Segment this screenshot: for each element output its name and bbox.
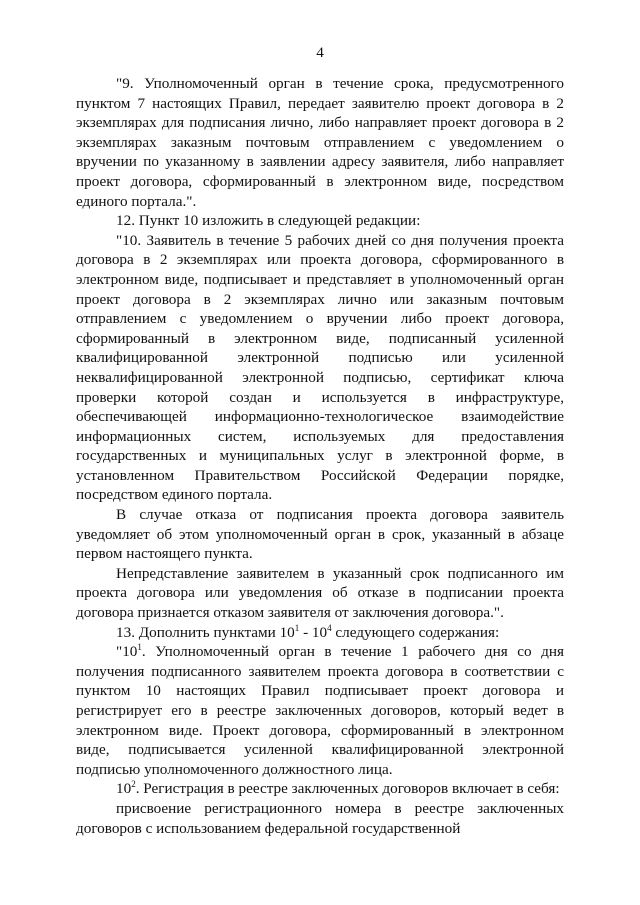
superscript: 4 <box>327 622 332 633</box>
paragraph-p9 <box>76 74 564 211</box>
paragraph-p10c <box>76 564 564 623</box>
page-number: 4 <box>316 44 324 61</box>
paragraph-p13 <box>76 623 564 643</box>
paragraph-p102a <box>76 799 564 838</box>
paragraph-text: 12. Пункт 10 изложить в следующей редакции: <box>116 212 421 230</box>
paragraph-text: 10 <box>116 780 132 798</box>
paragraph-text: В случае отказа от подписания проекта договора заявитель уведомляет об этом уполномоченный орган в срок, указанный в абзаце первом настоящего пункта. <box>76 506 564 563</box>
paragraph-text: "10. Заявитель в течение 5 рабочих дней со дня получения проекта договора в 2 экземплярах или проекта договора, сформированного в электронном виде, подписывает и представляет в уполномоченный орган проект договора в 2 экземплярах лично или заказным почтовым отправлением с уведомлением о вручении либо проект договора, сформированный в электронном виде, подписанный усиленной квалифицированной электронной подписью или усиленной неквалифицированной электронной подписью, сертификат ключа проверки которой создан и используется в инфраструктуре, обеспечивающей информационно-технологическое взаимодействие информационных систем, используемых для предоставления государственных и муниципальных услуг в электронной форме, в установленном Правительством Российской Федерации порядке, посредством единого портала. <box>76 231 564 504</box>
paragraph-text: . Уполномоченный орган в течение 1 рабочего дня со дня получения подписанного заявителем проекта договора в соответствии с пунктом 10 настоящих Правил подписывает проект договора и регистрирует его в реестре заключенных договоров, который ведет в электронном виде. Проект договора, сформированный в электронном виде, подписывается усиленной квалифицированной электронной подписью уполномоченного должностного лица. <box>76 643 564 778</box>
superscript: 1 <box>294 622 300 633</box>
paragraph-p101 <box>76 642 564 779</box>
paragraph-p102 <box>76 779 564 799</box>
paragraph-text: 13. Дополнить пунктами 10 <box>116 623 295 641</box>
paragraph-text: . Регистрация в реестре заключенных договоров включает в себя: <box>135 780 560 798</box>
paragraph-text: Непредставление заявителем в указанный срок подписанного им проекта договора или уведомления об отказе в подписании проекта договора признается отказом заявителя от заключения договора.". <box>76 564 564 622</box>
superscript: 1 <box>137 642 142 653</box>
paragraph-p10a <box>76 231 564 505</box>
paragraph-text: "10 <box>116 643 138 661</box>
paragraph-text: "9. Уполномоченный орган в течение срока, предусмотренного пунктом 7 настоящих Правил, передает заявителю проект договора в 2 экземплярах для подписания лично, либо направляет проект договора в 2 экземплярах заказным почтовым отправлением с уведомлением о вручении по указанному в заявлении адресу заявителя, либо направляет проект договора, сформированный в электронном виде, посредством единого портала.". <box>76 75 564 210</box>
paragraph-text: следующего содержания: <box>331 623 500 641</box>
superscript: 2 <box>131 779 136 790</box>
paragraph-text: присвоение регистрационного номера в реестре заключенных договоров с использованием федеральной государственной <box>76 799 564 837</box>
paragraph-text: - 10 <box>299 623 328 641</box>
paragraph-p10b <box>76 505 564 564</box>
document-body <box>76 74 564 838</box>
paragraph-p12 <box>76 211 564 231</box>
